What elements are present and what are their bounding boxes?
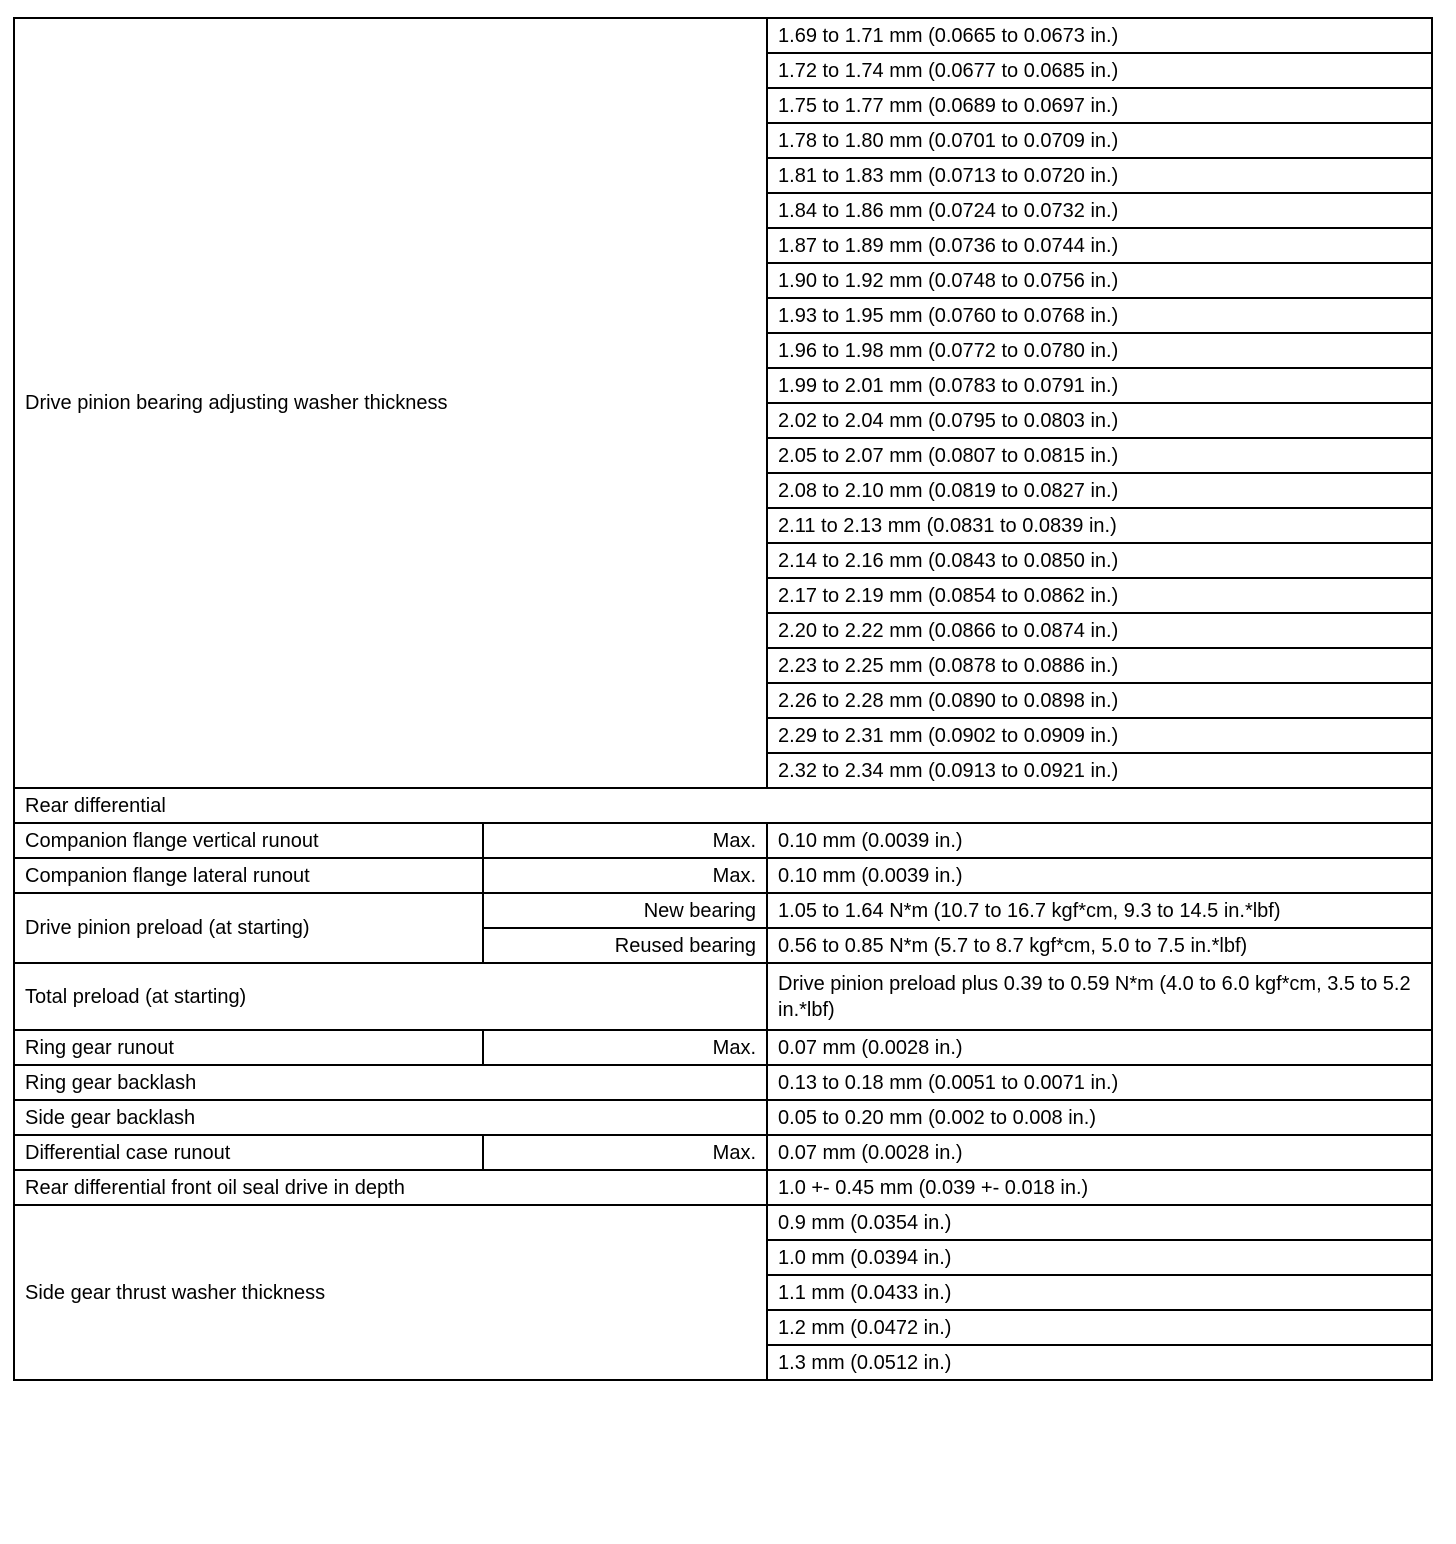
side-washer-value: 0.9 mm (0.0354 in.) xyxy=(767,1205,1432,1240)
table-row xyxy=(14,1135,1432,1170)
drive-pinion-washer-label: Drive pinion bearing adjusting washer thickness xyxy=(14,18,767,788)
washer-value: 1.93 to 1.95 mm (0.0760 to 0.0768 in.) xyxy=(767,298,1432,333)
side-washer-value: 1.3 mm (0.0512 in.) xyxy=(767,1345,1432,1380)
washer-value: 2.29 to 2.31 mm (0.0902 to 0.0909 in.) xyxy=(767,718,1432,753)
side-washer-value: 1.1 mm (0.0433 in.) xyxy=(767,1275,1432,1310)
section-heading: Rear differential xyxy=(14,788,1432,823)
washer-value: 1.75 to 1.77 mm (0.0689 to 0.0697 in.) xyxy=(767,88,1432,123)
washer-value: 1.69 to 1.71 mm (0.0665 to 0.0673 in.) xyxy=(767,18,1432,53)
diff-case-runout-label: Differential case runout xyxy=(14,1135,483,1170)
table-row xyxy=(14,893,1432,928)
new-bearing-label: New bearing xyxy=(483,893,767,928)
total-preload-label: Total preload (at starting) xyxy=(14,963,767,1030)
washer-value: 2.11 to 2.13 mm (0.0831 to 0.0839 in.) xyxy=(767,508,1432,543)
washer-value: 1.78 to 1.80 mm (0.0701 to 0.0709 in.) xyxy=(767,123,1432,158)
table-row xyxy=(14,18,1432,53)
table-row xyxy=(14,788,1432,823)
washer-value: 1.87 to 1.89 mm (0.0736 to 0.0744 in.) xyxy=(767,228,1432,263)
ring-gear-backlash-value: 0.13 to 0.18 mm (0.0051 to 0.0071 in.) xyxy=(767,1065,1432,1100)
table-row xyxy=(14,1170,1432,1205)
table-row xyxy=(14,858,1432,893)
table-row xyxy=(14,1100,1432,1135)
drive-pinion-preload-label: Drive pinion preload (at starting) xyxy=(14,893,483,963)
ring-gear-backlash-label: Ring gear backlash xyxy=(14,1065,767,1100)
diff-case-runout-qualifier: Max. xyxy=(483,1135,767,1170)
washer-value: 2.02 to 2.04 mm (0.0795 to 0.0803 in.) xyxy=(767,403,1432,438)
side-gear-washer-label: Side gear thrust washer thickness xyxy=(14,1205,767,1380)
side-washer-value: 1.2 mm (0.0472 in.) xyxy=(767,1310,1432,1345)
washer-value: 2.17 to 2.19 mm (0.0854 to 0.0862 in.) xyxy=(767,578,1432,613)
side-gear-backlash-label: Side gear backlash xyxy=(14,1100,767,1135)
front-oil-seal-value: 1.0 +- 0.45 mm (0.039 +- 0.018 in.) xyxy=(767,1170,1432,1205)
table-row xyxy=(14,1205,1432,1240)
washer-value: 2.32 to 2.34 mm (0.0913 to 0.0921 in.) xyxy=(767,753,1432,788)
ring-gear-runout-qualifier: Max. xyxy=(483,1030,767,1065)
companion-vertical-label: Companion flange vertical runout xyxy=(14,823,483,858)
side-gear-backlash-value: 0.05 to 0.20 mm (0.002 to 0.008 in.) xyxy=(767,1100,1432,1135)
washer-value: 2.20 to 2.22 mm (0.0866 to 0.0874 in.) xyxy=(767,613,1432,648)
diff-case-runout-value: 0.07 mm (0.0028 in.) xyxy=(767,1135,1432,1170)
table-row xyxy=(14,1030,1432,1065)
washer-value: 1.84 to 1.86 mm (0.0724 to 0.0732 in.) xyxy=(767,193,1432,228)
table-row xyxy=(14,1065,1432,1100)
table-row xyxy=(14,963,1432,1030)
washer-value: 1.99 to 2.01 mm (0.0783 to 0.0791 in.) xyxy=(767,368,1432,403)
companion-vertical-value: 0.10 mm (0.0039 in.) xyxy=(767,823,1432,858)
washer-value: 2.26 to 2.28 mm (0.0890 to 0.0898 in.) xyxy=(767,683,1432,718)
companion-vertical-qualifier: Max. xyxy=(483,823,767,858)
companion-lateral-qualifier: Max. xyxy=(483,858,767,893)
front-oil-seal-label: Rear differential front oil seal drive in depth xyxy=(14,1170,767,1205)
spec-table xyxy=(13,17,1433,1381)
reused-bearing-label: Reused bearing xyxy=(483,928,767,963)
washer-value: 2.14 to 2.16 mm (0.0843 to 0.0850 in.) xyxy=(767,543,1432,578)
new-bearing-value: 1.05 to 1.64 N*m (10.7 to 16.7 kgf*cm, 9.3 to 14.5 in.*lbf) xyxy=(767,893,1432,928)
table-row xyxy=(14,823,1432,858)
ring-gear-runout-value: 0.07 mm (0.0028 in.) xyxy=(767,1030,1432,1065)
companion-lateral-label: Companion flange lateral runout xyxy=(14,858,483,893)
reused-bearing-value: 0.56 to 0.85 N*m (5.7 to 8.7 kgf*cm, 5.0 to 7.5 in.*lbf) xyxy=(767,928,1432,963)
companion-lateral-value: 0.10 mm (0.0039 in.) xyxy=(767,858,1432,893)
washer-value: 1.96 to 1.98 mm (0.0772 to 0.0780 in.) xyxy=(767,333,1432,368)
washer-value: 2.08 to 2.10 mm (0.0819 to 0.0827 in.) xyxy=(767,473,1432,508)
washer-value: 2.05 to 2.07 mm (0.0807 to 0.0815 in.) xyxy=(767,438,1432,473)
total-preload-value: Drive pinion preload plus 0.39 to 0.59 N*m (4.0 to 6.0 kgf*cm, 3.5 to 5.2 in.*lbf) xyxy=(767,963,1432,1030)
washer-value: 1.72 to 1.74 mm (0.0677 to 0.0685 in.) xyxy=(767,53,1432,88)
washer-value: 1.81 to 1.83 mm (0.0713 to 0.0720 in.) xyxy=(767,158,1432,193)
side-washer-value: 1.0 mm (0.0394 in.) xyxy=(767,1240,1432,1275)
ring-gear-runout-label: Ring gear runout xyxy=(14,1030,483,1065)
washer-value: 2.23 to 2.25 mm (0.0878 to 0.0886 in.) xyxy=(767,648,1432,683)
washer-value: 1.90 to 1.92 mm (0.0748 to 0.0756 in.) xyxy=(767,263,1432,298)
